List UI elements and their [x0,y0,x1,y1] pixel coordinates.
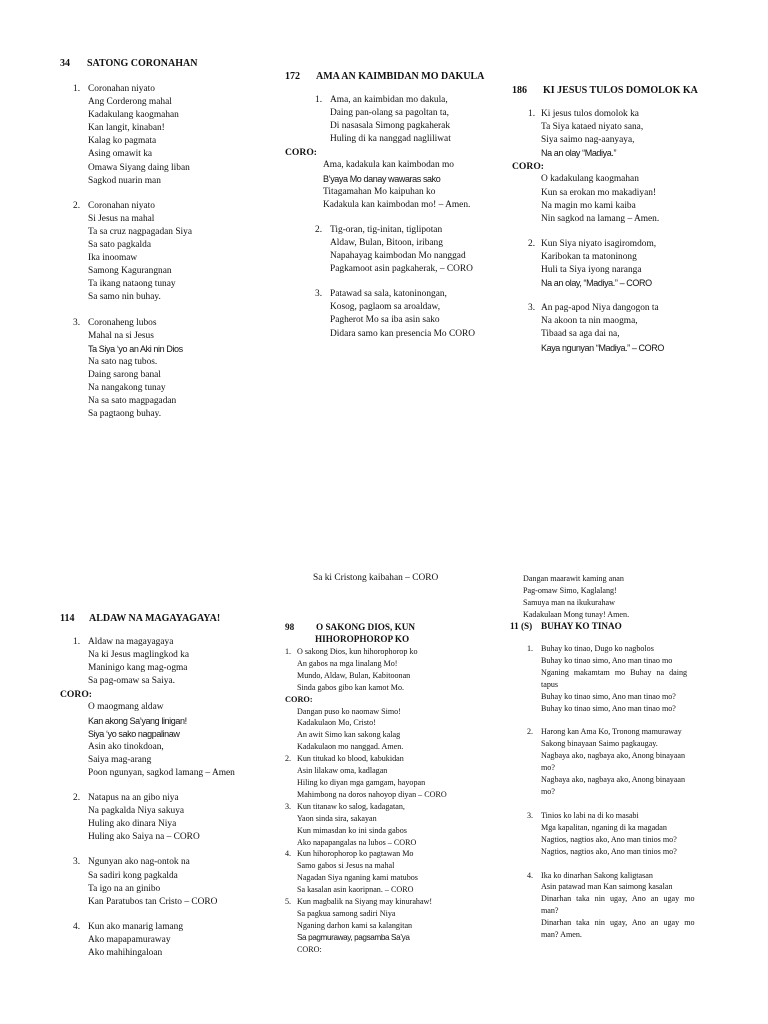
verse-line: Pagkamoot asin pagkaherak, – CORO [330,264,473,275]
verse-line: Ika inoomaw [88,253,138,264]
verse-line: Nganing makamtam mo Buhay na daing [541,667,688,677]
verse-line: Ako napapangalas na lubos – CORO [297,837,417,847]
verse-number: 2. [73,200,81,211]
verse-line: Dinarhan taka nin ugay, Ano an ugay mo [541,918,695,928]
chorus-line: Kun sa erokan mo makadiyan! [541,187,657,198]
verse-number: 2. [528,238,536,249]
verse-line: Sa sato pagkalda [88,240,152,251]
hymn-title-line-2: HIHOROPHOROP KO [315,634,410,644]
verse-line: Buhay ko tinao, Dugo ko nagbolos [541,644,654,653]
verse-line: Sinda gabos gibo kan kamot Mo. [297,682,405,692]
chorus-line: Nin sagkod na lamang – Amen. [541,213,660,224]
chorus [285,159,510,211]
verse-line: Didara samo kan presencia Mo CORO [330,328,476,339]
verse-number: 1. [73,637,81,647]
hymn-number: 186 [512,85,527,96]
verse-number: 1. [528,109,536,119]
verse-number: 3. [73,317,81,328]
verse-line: Mahal na si Jesus [88,330,154,341]
verse-line: Ika ko dinarhan Sakong kaligtasan [541,870,653,880]
verse-line: Asin patawad man Kan saimong kasalan [541,882,673,892]
verse-line: Buhay ko tinao simo, Ano man tinao mo? [541,703,676,713]
verse-2 [512,238,732,290]
verse-line: man? Amen. [541,930,582,940]
coro-label: CORO: [297,944,322,954]
hymn-number: 98 [285,622,295,632]
chorus [512,173,732,225]
verse-line: Pagherot Mo sa iba asin sako [330,315,440,326]
hymn-title: AMA AN KAIMBIDAN MO DAKULA [316,71,485,82]
verse-line: Samong Kagurangnan [88,266,172,277]
verse-number: 2. [73,793,81,804]
verse-3 [60,856,285,908]
hymn-172 [285,71,510,341]
verse-line: Aldaw, Bulan, Bitoon, iribang [330,237,443,248]
verse-line: Daing sarong banal [88,369,161,380]
verse-line: Huling ako dinara Niya [88,819,177,830]
verse-line: Mga kapalitan, nganing di ka magadan [541,822,667,832]
chorus-line: Kadakulaon Mo, Cristo! [297,718,376,728]
coro-label: CORO: [285,147,317,159]
verse-number: 1. [285,647,292,656]
hymn-34-header [60,58,290,69]
verse-line: Dinarhan taka nin ugay, Ano an ugay mo [541,894,695,904]
verse-line: Kun titukad ko blood, kabukidan [297,754,404,764]
hymn-number: 172 [285,71,300,82]
verse-2 [60,792,285,844]
verse-number: 5. [285,897,292,907]
verse-number: 1. [315,95,323,105]
verse-line: Na akoon ta nin maogma, [541,316,638,327]
hymn-number: 11 (S) [510,621,533,631]
verse-line: Natapus na an gibo niya [88,793,179,804]
verse-line: Asin lilakaw oma, kadlagan [297,766,388,776]
verse-line: Tig-oran, tig-initan, tiglipotan [330,224,443,235]
hymn-98-header [285,622,510,632]
verse-1 [285,94,510,146]
hymn-34 [60,58,290,421]
verse-line: Ngunyan ako nag-ontok na [88,857,190,868]
verse-line: Aldaw na magayagaya [88,637,174,647]
verse-number: 4. [73,921,81,932]
verse-line: Kan langit, kinaban! [88,123,165,134]
chorus-line: Titagamahan Mo kaipuhan ko [323,186,436,197]
verse-line: Ama, an kaimbidan mo dakula, [330,95,448,105]
verse-line: Na ki Jesus maglingkod ka [88,650,190,661]
verse-5 [285,896,510,944]
verse-line: Mundo, Aldaw, Bulan, Kabitoonan [297,670,411,680]
hymn-title: ALDAW NA MAGAYAGAYA! [89,613,221,624]
coro-label: CORO: [60,689,92,701]
verse-number: 4. [285,849,292,859]
verse-line: Yaon sinda sira, sakayan [297,813,377,823]
chorus-line: O kadakulang kaogmahan [541,174,639,185]
verse-3 [285,288,510,340]
verse-line: Huling ako Saiya na – CORO [88,832,200,843]
verse-line: Nagtios, nagtios ako, Ano man tinios mo? [541,834,677,844]
verse-line: Sa kasalan asin kaoripnan. – CORO [297,885,414,895]
verse-line: Ako mapapamuraway [88,934,171,945]
coro-label: CORO: [512,161,544,173]
verse-line: Na pagkalda Niya sakuya [88,806,185,817]
verse-1 [512,108,732,160]
verse-line: Na an olay “Madiya.” [541,148,617,159]
chorus-line: Kadakula kan kaimbodan mo! – Amen. [323,199,471,210]
verse-2 [285,753,510,801]
verse-line: man? [541,906,559,916]
chorus-line: Siya ‘yo sako nagpalinaw [88,728,180,739]
verse-2 [285,224,510,276]
verse-line: Nagtios, nagtios ako, Ano man tinios mo? [541,846,677,856]
continuation-stanza [523,573,629,621]
chorus-line: Poon ngunyan, sagkod lamang – Amen [88,767,235,778]
verse-3 [510,810,720,858]
verse-line: Kan Paratubos tan Cristo – CORO [88,896,218,907]
verse-line: Coronahan niyato [88,200,155,211]
hymn-114-header [60,613,285,624]
chorus-line: An awit Simo kan sakong kalag [297,730,401,740]
verse-line: Sa sadiri kong pagkalda [88,870,178,881]
verse-line: Ta Siya ‘yo an Aki nin Dios [88,343,183,354]
coro-label: CORO: [285,694,313,704]
verse-line: Huli ta Siya iyong naranga [541,265,642,276]
verse-line: Kadakulang kaogmahan [88,110,179,121]
hymn-11s-header [510,621,720,631]
verse-line: Na nangakong tunay [88,382,166,393]
verse-number: 2. [527,727,534,737]
verse-line: Sa samo nin buhay. [88,292,161,303]
verse-4 [510,870,720,941]
verse-2 [60,200,290,305]
verse-line: Hiling ko diyan mga gamgam, hayopan [297,777,426,787]
verse-number: 3. [73,857,81,868]
verse-line: Asing omawit ka [88,149,153,160]
hymn-186 [512,85,732,355]
hymn-114 [60,613,285,960]
hymn-number: 114 [60,613,75,624]
hymn-number: 34 [60,58,70,69]
hymn-title: BUHAY KO TINAO [541,621,622,631]
verse-line: Nagbaya ako, nagbaya ako, Anong binayaan [541,751,686,761]
verse-line: An pag-apod Niya dangogon ta [541,303,659,314]
verse-line: Kun magbalik na Siyang may kinurahaw! [297,897,433,907]
verse-line: Na sato nag tubos. [88,356,158,367]
chorus [285,706,510,754]
verse-line: Sa pag-omaw sa Saiya. [88,676,175,687]
verse-3 [60,317,290,422]
verse-line: mo? [541,786,555,796]
verse-line: Tinios ko labi na di ko masabi [541,810,639,820]
verse-line: Sa pagmuraway, pagsamba Sa’ya [297,932,410,942]
chorus-line: Kadakulaon mo nanggad. Amen. [297,742,404,752]
verse-line: Siya saimo nag-aanyaya, [541,135,635,146]
verse-line: mo? [541,763,555,773]
verse-line: Tibaad sa aga dai na, [541,329,620,340]
chorus-line: Asin ako tinokdoan, [88,741,164,752]
verse-line: Maninigo kang mag-ogma [88,663,188,674]
chorus-line: B’yaya Mo danay wawaras sako [323,173,441,184]
continuation-line: Pag-omaw Simo, Kaglalang! [523,585,617,595]
verse-line: Patawad sa sala, katoninongan, [330,289,447,300]
hymn-title: SATONG CORONAHAN [87,58,198,69]
verse-line: Nagadan Siya nganing kami matubos [297,873,418,883]
verse-line: Ako mahihingaloan [88,947,163,958]
hymn-172-header [285,71,510,82]
verse-line: Ta igo na an ginibo [88,883,161,894]
verse-line: Harong kan Ama Ko, Tronong mamuraway [541,727,682,737]
verse-line: Kaya ngunyan “Madiya.” – CORO [541,342,664,353]
hymn-186-header [512,85,732,96]
verse-line: Kun ako manarig lamang [88,921,184,932]
verse-line: Ang Corderong mahal [88,97,172,108]
verse-line: An gabos na mga linalang Mo! [297,658,398,668]
verse-line: Buhay ko tinao simo, Ano man tinao mo? [541,691,676,701]
verse-1 [285,646,510,694]
verse-line: Ki jesus tulos domolok ka [541,109,639,119]
hymn-98 [285,622,510,956]
verse-line: Nganing darhon kami sa kalangitan [297,920,413,930]
verse-line: tapus [541,679,559,689]
verse-line: Nagbaya ako, nagbaya ako, Anong binayaan [541,775,686,785]
verse-line: Buhay ko tinao simo, Ano man tinao mo [541,655,673,665]
verse-line: O sakong Dios, kun hihorophorop ko [297,647,418,656]
continuation-line: Sa ki Cristong kaibahan – CORO [313,573,439,583]
chorus-line: Kan akong Sa’yang linigan! [88,715,187,726]
hymn-title: O SAKONG DIOS, KUN [316,622,416,632]
verse-number: 2. [315,224,323,235]
verse-1 [60,83,290,188]
verse-3 [512,302,732,354]
hymn-11s [510,621,720,941]
verse-line: Omawa Siyang daing liban [88,162,190,173]
continuation-line: Kadakulaan Mong tunay! Amen. [523,609,630,619]
verse-number: 2. [285,754,292,764]
verse-line: Si Jesus na mahal [88,213,155,224]
continuation-line: Samuya man na ikukurahaw [523,597,615,607]
verse-4 [285,848,510,896]
verse-line: Coronahan niyato [88,84,155,94]
verse-1 [60,636,285,688]
verse-number: 4. [527,870,534,880]
chorus-line: Saiya mag-arang [88,754,152,765]
verse-number: 3. [315,289,323,300]
verse-line: Sa pagtaong buhay. [88,409,162,420]
verse-line: Daing pan-olang sa pagoltan ta, [330,108,449,119]
verse-line: Sagkod nuarin man [88,175,161,186]
verse-line: Karibokan ta matoninong [541,251,637,262]
hymn-title: KI JESUS TULOS DOMOLOK KA [543,85,698,96]
verse-line: Sa pagkua samong sadiri Niya [297,908,396,918]
verse-number: 1. [73,84,81,94]
verse-line: Coronaheng lubos [88,317,157,328]
verse-line: Mahimbong na doros nahoyop diyan – CORO [297,789,447,799]
verse-line: Kun titanaw ko salog, kadagatan, [297,801,405,811]
chorus-line: Ama, kadakula kan kaimbodan mo [323,160,454,171]
verse-3 [285,801,510,849]
verse-line: Napahayag kaimbodan Mo nanggad [330,251,466,262]
verse-line: Ta sa cruz nagpagadan Siya [88,226,192,237]
verse-4 [60,921,285,960]
verse-number: 3. [285,801,292,811]
verse-line: Di nasasala Simong pagkaherak [330,121,451,132]
verse-line: Kun Siya niyato isagiromdom, [541,238,657,249]
chorus-line: O maogmang aldaw [88,702,164,713]
verse-number: 3. [527,810,534,820]
chorus-line: Na magin mo kami kaiba [541,200,636,211]
chorus-line: Dangan puso ko naomaw Simo! [297,706,401,716]
verse-line: Samo gabos si Jesus na mahal [297,861,395,871]
verse-line: Na an olay, “Madiya.” – CORO [541,278,652,289]
verse-line: Huling di ka nanggad nagliliwat [330,134,451,145]
verse-line: Kun mimasdan ko ini sinda gabos [297,825,407,835]
verse-line: Kun hihorophorop ko pagtawan Mo [297,849,414,859]
chorus [60,701,285,780]
verse-line: Na sa sato magpagadan [88,396,177,407]
verse-2 [510,726,720,797]
verse-line: Ta Siya kataed niyato sana, [541,122,644,133]
verse-line: Kosog, paglaom sa aroaldaw, [330,302,441,313]
verse-line: Sakong binayaan Saimo pagkaugay. [541,739,658,749]
verse-number: 1. [527,644,534,653]
continuation-line: Dangan maarawit kaming anan [523,574,624,583]
verse-line: Ta ikang nataong tunay [88,279,176,290]
verse-line: Kalag ko pagmata [88,136,157,147]
verse-1 [510,643,720,714]
verse-number: 3. [528,303,536,314]
